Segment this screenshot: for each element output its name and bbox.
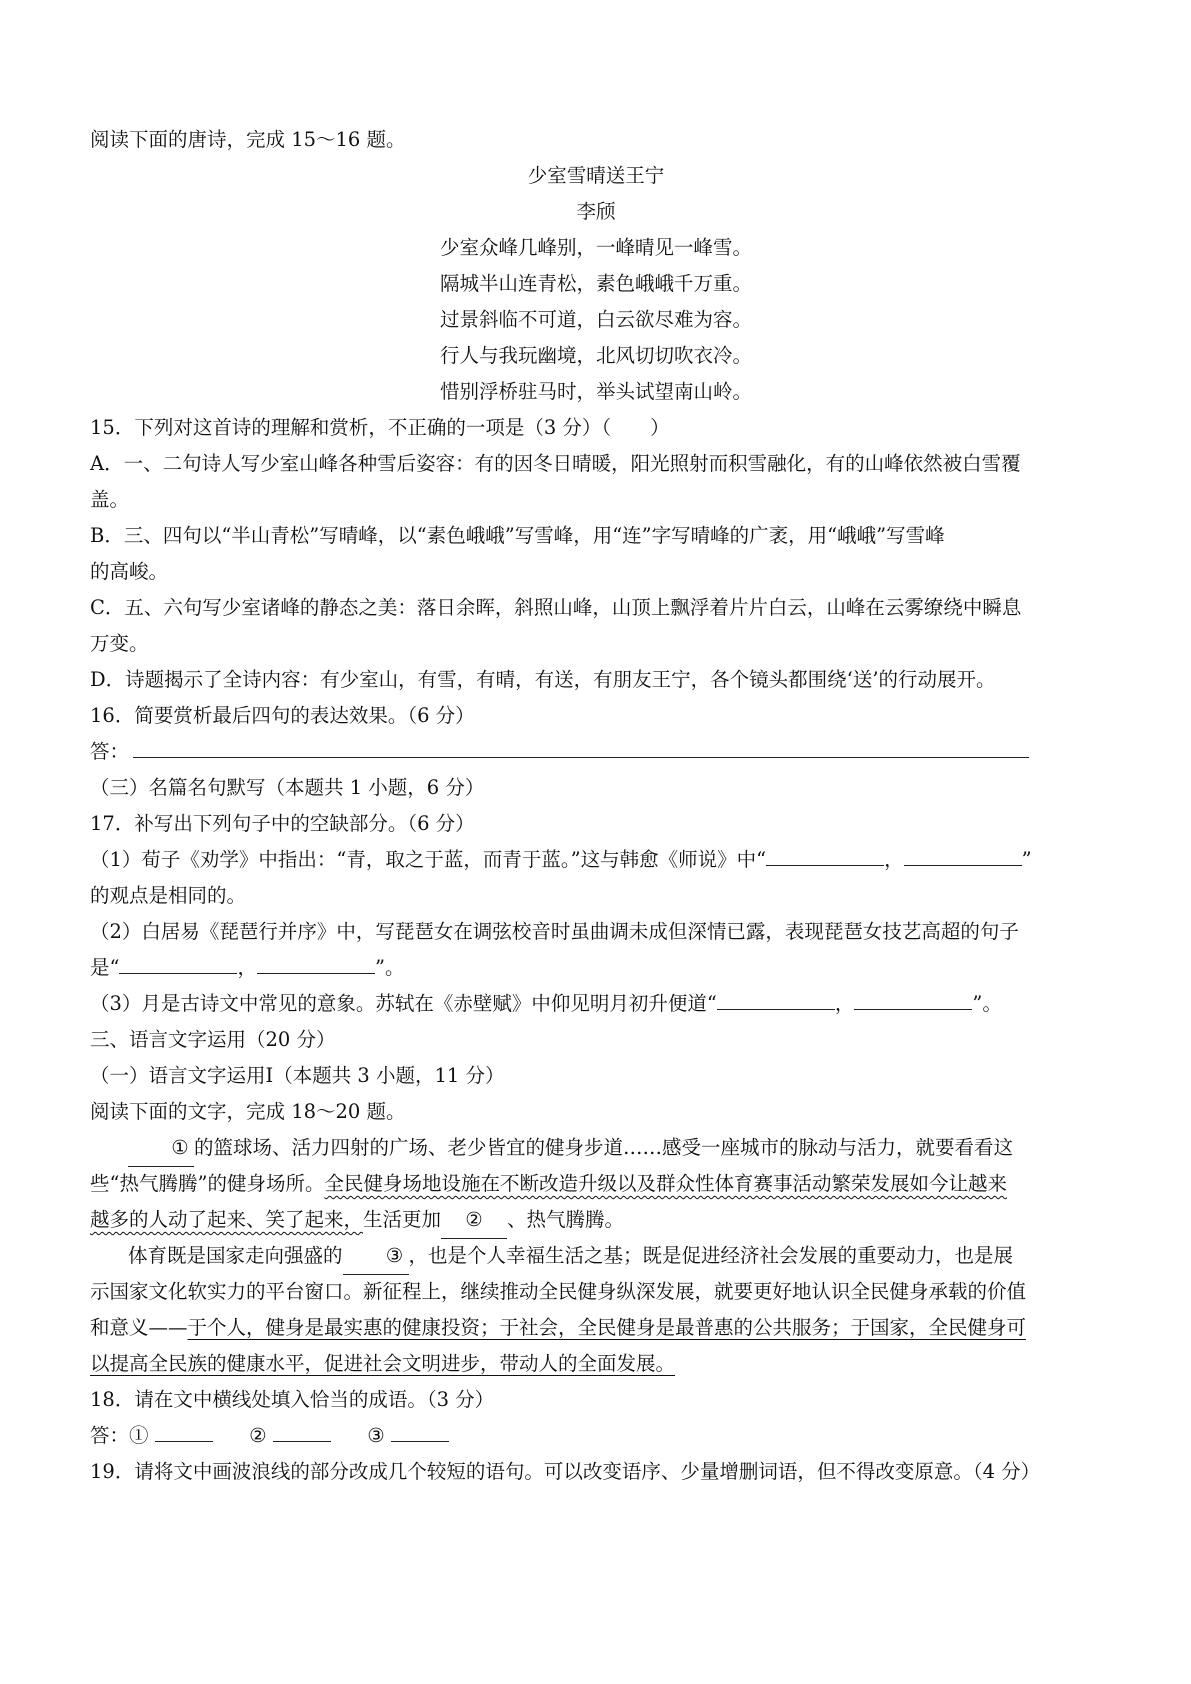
fill-blank[interactable] (717, 987, 835, 1010)
q17-item2-line1: （2）白居易《琵琶行并序》中，写琵琶女在调弦校音时虽曲调未成但深情已露，表现琵琶女技艺高超的句子 (90, 920, 1019, 943)
wavy-underlined-text: 越多的人动了起来、笑了起来， (90, 1208, 364, 1231)
answer-line-16 (90, 734, 1102, 770)
passage-p2-line1: 体育既是国家走向强盛的 ③ ，也是个人幸福生活之基；既是促进经济社会发展的重要动力，也是展 (90, 1238, 1102, 1274)
q17-item2-line2: 是“ ， ”。 (90, 950, 1102, 986)
q17-item1-line2: 的观点是相同的。 (90, 884, 247, 907)
question-19-stem: 19．请将文中画波浪线的部分改成几个较短的语句。可以改变语序、少量增删词语，但不得改变原意。（4 分） (90, 1460, 1041, 1483)
option-b-line2: 的高峻。 (90, 560, 169, 583)
poem-title: 少室雪晴送王宁 (527, 164, 665, 187)
option-c-line1: C．五、六句写少室诸峰的静态之美：落日余晖，斜照山峰，山顶上飘浮着片片白云，山峰在云雾缭绕中瞬息 (90, 596, 1022, 619)
answer-line-18: 答：① ② ③ (90, 1418, 1102, 1454)
poem-line: 惜别浮桥驻马时，举头试望南山岭。 (439, 380, 752, 403)
wavy-underlined-text: 全民健身场地设施在不断改造升级以及群众性体育赛事活动繁荣发展如今让越来 (324, 1172, 1007, 1195)
section-heading: 三、语言文字运用（20 分） (90, 1028, 336, 1051)
question-18-stem: 18．请在文中横线处填入恰当的成语。（3 分） (90, 1388, 495, 1411)
question-17-stem: 17．补写出下列句子中的空缺部分。（6 分） (90, 812, 475, 835)
section-subheading: （一）语言文字运用Ⅰ（本题共 3 小题，11 分） (90, 1064, 505, 1087)
document-page (90, 122, 1102, 1490)
passage-p1-line3: 越多的人动了起来、笑了起来，生活更加 ② 、热气腾腾。 (90, 1202, 1102, 1238)
option-c-line2: 万变。 (90, 632, 149, 655)
fill-blank[interactable] (766, 843, 884, 866)
poem-line: 过景斜临不可道，白云欲尽难为容。 (439, 308, 752, 331)
answer-label: 答： (90, 1424, 130, 1447)
section-heading: （三）名篇名句默写（本题共 1 小题，6 分） (90, 776, 485, 799)
fill-blank-3[interactable] (391, 1419, 449, 1442)
passage-p2-line4 (90, 1346, 1102, 1382)
poem-line: 少室众峰几峰别，一峰晴见一峰雪。 (439, 236, 752, 259)
poem-line: 隔城半山连青松，素色峨峨千万重。 (439, 272, 752, 295)
question-15-stem: 15．下列对这首诗的理解和赏析，不正确的一项是（3 分）（ ） (90, 416, 670, 439)
answer-blank[interactable] (133, 735, 1029, 758)
passage-p2-line3: 和意义——于个人，健身是最实惠的健康投资；于社会，全民健身是最普惠的公共服务；于国家，全民健身可 (90, 1316, 1027, 1339)
fill-blank[interactable] (854, 987, 972, 1010)
blank-mark-3[interactable]: ③ (343, 1238, 409, 1275)
reading-instruction: 阅读下面的文字，完成 18～20 题。 (90, 1100, 406, 1123)
underlined-text: 以提高全民族的健康水平，促进社会文明进步，带动人的全面发展。 (90, 1352, 676, 1375)
fill-blank[interactable] (257, 951, 375, 974)
underlined-text: 于个人，健身是最实惠的健康投资；于社会，全民健身是最普惠的公共服务；于国家，全民健身可 (187, 1316, 1027, 1339)
fill-blank-2[interactable] (273, 1419, 331, 1442)
option-b-line1: B．三、四句以“半山青松”写晴峰，以“素色峨峨”写雪峰，用“连”字写晴峰的广袤，用“峨峨”写雪峰 (90, 524, 945, 547)
passage-p2-line2: 示国家文化软实力的平台窗口。新征程上，继续推动全民健身纵深发展，就要更好地认识全民健身承载的价值 (90, 1280, 1027, 1303)
passage-p1-line2: 些“热气腾腾”的健身场所。全民健身场地设施在不断改造升级以及群众性体育赛事活动繁荣发展如今让越来 (90, 1172, 1007, 1195)
reading-instruction: 阅读下面的唐诗，完成 15～16 题。 (90, 128, 406, 151)
option-d: D．诗题揭示了全诗内容：有少室山，有雪，有晴，有送，有朋友王宁，各个镜头都围绕‘送’的行动展开。 (90, 668, 996, 691)
blank-mark-1[interactable]: ① (128, 1130, 194, 1167)
fill-blank-1[interactable] (155, 1419, 213, 1442)
q17-item3: （3）月是古诗文中常见的意象。苏轼在《赤壁赋》中仰见明月初升便道“ ， ”。 (90, 986, 1102, 1022)
poem-line: 行人与我玩幽境，北风切切吹衣冷。 (439, 344, 752, 367)
passage-p1-line1: ① 的篮球场、活力四射的广场、老少皆宜的健身步道……感受一座城市的脉动与活力，就要看看这 (90, 1130, 1102, 1166)
poem-author: 李颀 (576, 200, 616, 223)
fill-blank[interactable] (119, 951, 237, 974)
q17-item1-line1: （1）荀子《劝学》中指出：“青，取之于蓝，而青于蓝。”这与韩愈《师说》中“ ， ” (90, 842, 1102, 878)
fill-blank[interactable] (904, 843, 1022, 866)
option-a-line2: 盖。 (90, 488, 130, 511)
answer-label: 答： (90, 740, 130, 763)
blank-mark-2[interactable]: ② (441, 1202, 507, 1239)
option-a-line1: A．一、二句诗人写少室山峰各种雪后姿容：有的因冬日晴暖，阳光照射而积雪融化，有的山峰依然被白雪覆 (90, 452, 1021, 475)
question-16-stem: 16．简要赏析最后四句的表达效果。（6 分） (90, 704, 475, 727)
